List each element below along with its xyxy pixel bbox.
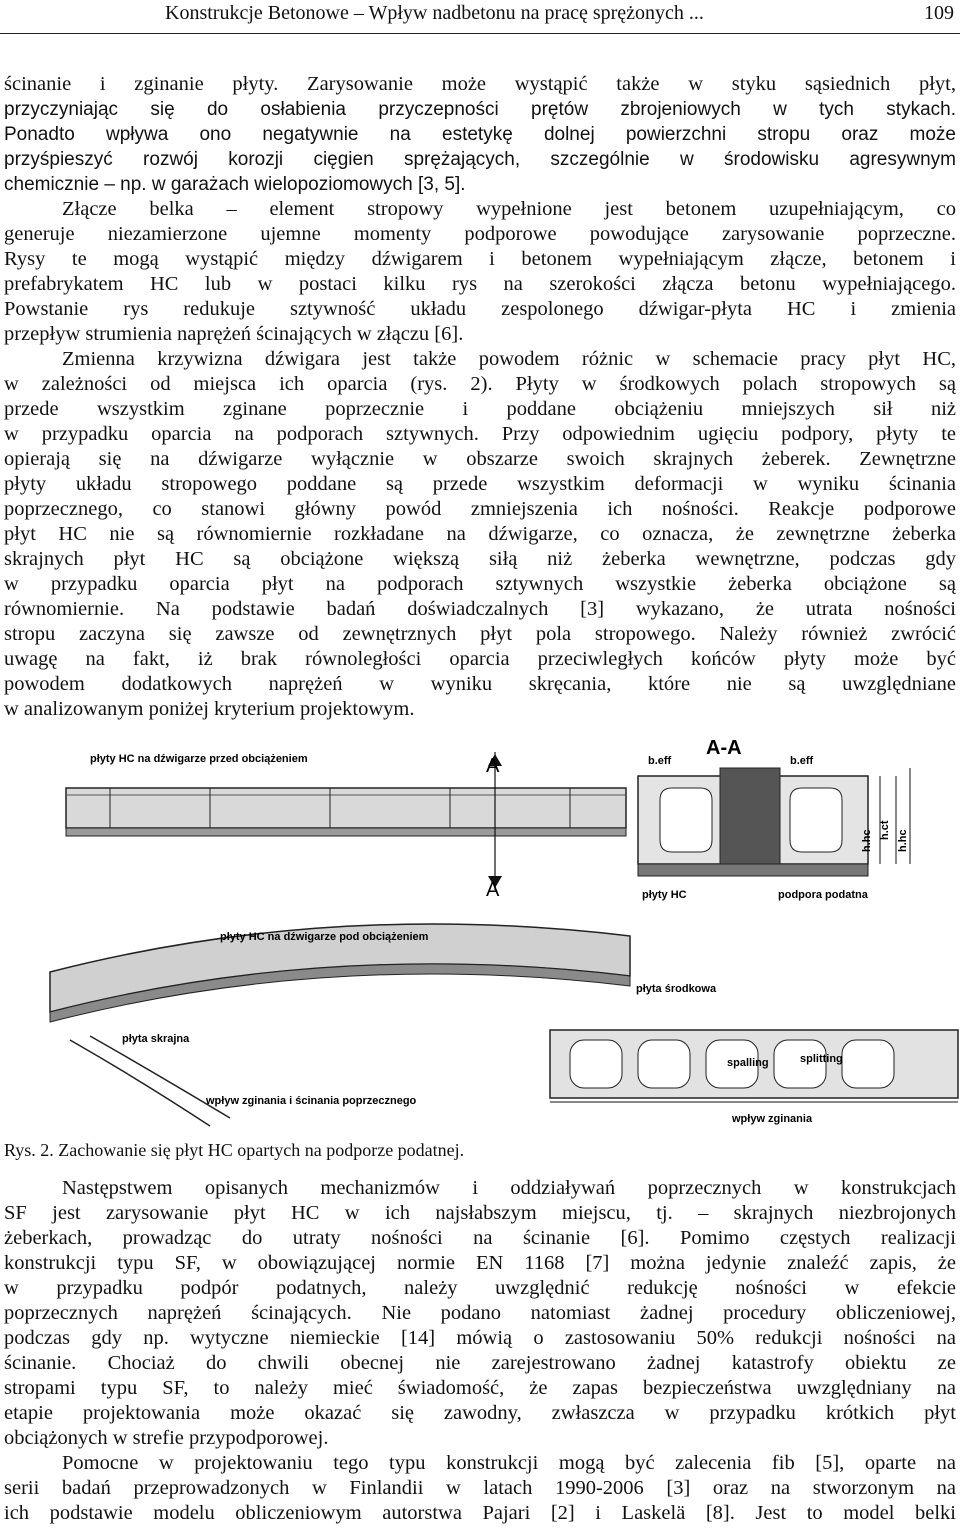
header-rule	[0, 33, 960, 34]
text-line: Ponadto wpływa ono negatywnie na estetykę dolnej powierzchni stropu oraz może	[4, 124, 956, 145]
text-line: etapie projektowania może okazać się zawodny, zwłaszcza w przypadku krótkich płyt	[4, 1402, 956, 1424]
page-header	[0, 0, 960, 34]
text-line: płyty układu stropowego poddane są przede wszystkim deformacji w wyniku ścinania	[4, 473, 956, 495]
text-line: ścinanie i zginanie płyty. Zarysowanie może wystąpić także w styku sąsiednich płyt,	[4, 73, 956, 95]
figure-caption: Rys. 2. Zachowanie się płyt HC opartych na podporze podatnej.	[4, 1140, 465, 1160]
text-line: podczas gdy np. wytyczne niemieckie [14] mówią o zastosowaniu 50% redukcji nośności na	[4, 1327, 956, 1349]
beff-right-label: b.eff	[790, 755, 814, 767]
text-line: ścinanie. Chociaż do chwili obecnej nie zarejestrowano żadnej katastrofy obiektu ze	[4, 1352, 956, 1374]
text-line: stropami typu SF, to należy mieć świadomość, że zapas bezpieczeństwa uwzględniany na	[4, 1377, 956, 1399]
text-line: poprzecznych naprężeń ścinających. Nie podano natomiast żadnej procedury obliczeniowej,	[4, 1302, 956, 1324]
wplyw-zginania-label: wpływ zginania	[732, 1113, 813, 1125]
text-line: Złącze belka – element stropowy wypełnione jest betonem uzupełniającym, co	[62, 198, 956, 220]
label-before-load: płyty HC na dźwigarze przed obciążeniem	[90, 753, 308, 765]
beff-left-label: b.eff	[648, 755, 672, 767]
text-line: stropu zaczyna się zawsze od zewnętrznych płyt pola stropowego. Należy również zwrócić	[4, 623, 956, 645]
text-line: konstrukcji typu SF, w obowiązującej normie EN 1168 [7] można jedynie znaleźć zapis, że	[4, 1252, 956, 1274]
text-line: przyśpieszyć rozwój korozji cięgien sprężających, szczególnie w środowisku agresywnym	[4, 149, 956, 170]
slab-row-before-load	[66, 752, 626, 890]
text-line: żeberkach, prowadząc do utraty nośności na ścinanie [6]. Pomimo częstych realizacji	[4, 1227, 956, 1249]
section-a-a	[638, 768, 910, 876]
plyta-srodkowa-label: płyta środkowa	[636, 983, 717, 995]
label-under-load: płyty HC na dźwigarze pod obciążeniem	[220, 931, 429, 943]
text-line: w analizowanym poniżej kryterium projektowym.	[4, 698, 415, 720]
text-line: poprzecznego, co stanowi główny powód zmniejszenia ich nośności. Reakcje podporowe	[4, 498, 956, 520]
h-hc-label: h.hc	[861, 829, 873, 852]
spalling-label: spalling	[727, 1057, 769, 1069]
h-ct-label: h.ct	[879, 820, 891, 840]
page-number: 109	[924, 2, 954, 24]
podpora-label: podpora podatna	[778, 889, 868, 901]
text-line: przyczyniając się do osłabienia przyczepności prętów zbrojeniowych w tych stykach.	[4, 99, 956, 120]
text-line: ich podstawie modelu obliczeniowym autorstwa Pajari [2] i Laskelä [8]. Jest to model belki	[4, 1502, 956, 1524]
text-line: równomiernie. Na podstawie badań doświadczalnych [3] wykazano, że utrata nośności	[4, 598, 956, 620]
figure-drawing	[30, 740, 960, 1130]
text-line: w przypadku oparcia płyt na podporach sztywnych wszystkie żeberka obciążone są	[4, 573, 956, 595]
text-line: w przypadku oparcia na podporach sztywnych. Przy odpowiednim ugięciu podpory, płyty te	[4, 423, 956, 445]
figure-hc-slabs	[30, 740, 960, 1130]
text-line: Następstwem opisanych mechanizmów i oddziaływań poprzecznych w konstrukcjach	[62, 1177, 956, 1199]
text-line: obciążonych w strefie przypodporowej.	[4, 1427, 329, 1449]
text-line: chemicznie – np. w garażach wielopoziomowych [3, 5].	[4, 174, 466, 195]
text-line: w zależności od miejsca ich oparcia (rys. 2). Płyty w środkowych polach stropowych są	[4, 373, 956, 395]
section-mark-bottom: A	[486, 879, 500, 901]
text-line: powodem dodatkowych naprężeń w wyniku skręcania, które nie są uwzględniane	[4, 673, 956, 695]
text-line: generuje niezamierzone ujemne momenty podporowe powodujące zarysowanie poprzeczne.	[4, 223, 956, 245]
text-line: Pomocne w projektowaniu tego typu konstrukcji mogą być zalecenia fib [5], oparte na	[62, 1452, 956, 1474]
wplyw-zginania-scinania-label: wpływ zginania i ścinania poprzecznego	[206, 1095, 417, 1107]
text-line: przede wszystkim zginane poprzecznie i poddane obciążeniu mniejszych sił niż	[4, 398, 956, 420]
text-line: serii badań przeprowadzonych w Finlandii w latach 1990-2006 [3] oraz na stworzonym na	[4, 1477, 956, 1499]
h-hc2-label: h.hc	[897, 829, 909, 852]
plyta-skrajna-label: płyta skrajna	[122, 1033, 190, 1045]
text-line: SF jest zarysowanie płyt HC w ich najsłabszym miejscu, tj. – skrajnych niezbrojonych	[4, 1202, 956, 1224]
text-line: Zmienna krzywizna dźwigara jest także powodem różnic w schemacie pracy płyt HC,	[62, 348, 956, 370]
text-line: prefabrykatem HC lub w postaci kilku rys na szerokości złącza betonu wypełniającego.	[4, 273, 956, 295]
text-line: skrajnych płyt HC są obciążone większą siłą niż żeberka wewnętrzne, podczas gdy	[4, 548, 956, 570]
text-line: przepływ strumienia naprężeń ścinających w złączu [6].	[4, 323, 464, 345]
plyty-hc-label: płyty HC	[642, 889, 687, 901]
splitting-label: splitting	[800, 1053, 843, 1065]
text-line: płyt HC nie są równomiernie rozkładane na dźwigarze, co oznacza, że zewnętrzne żeberka	[4, 523, 956, 545]
text-line: Rysy te mogą wystąpić między dźwigarem i betonem wypełniającym złącze, betonem i	[4, 248, 956, 270]
text-line: w przypadku podpór podatnych, należy uwzględnić redukcję nośności w efekcie	[4, 1277, 956, 1299]
text-line: uwagę na fakt, iż brak równoległości oparcia przeciwległych końców płyty może być	[4, 648, 956, 670]
text-line: opierają się na dźwigarze wyłącznie w obszarze swoich skrajnych żeberek. Zewnętrzne	[4, 448, 956, 470]
running-title: Konstrukcje Betonowe – Wpływ nadbetonu na pracę sprężonych ...	[165, 2, 704, 24]
section-mark-top: A	[486, 755, 500, 777]
text-line: Powstanie rys redukuje sztywność układu zespolonego dźwigar-płyta HC i zmienia	[4, 298, 956, 320]
section-title: A-A	[706, 740, 742, 759]
